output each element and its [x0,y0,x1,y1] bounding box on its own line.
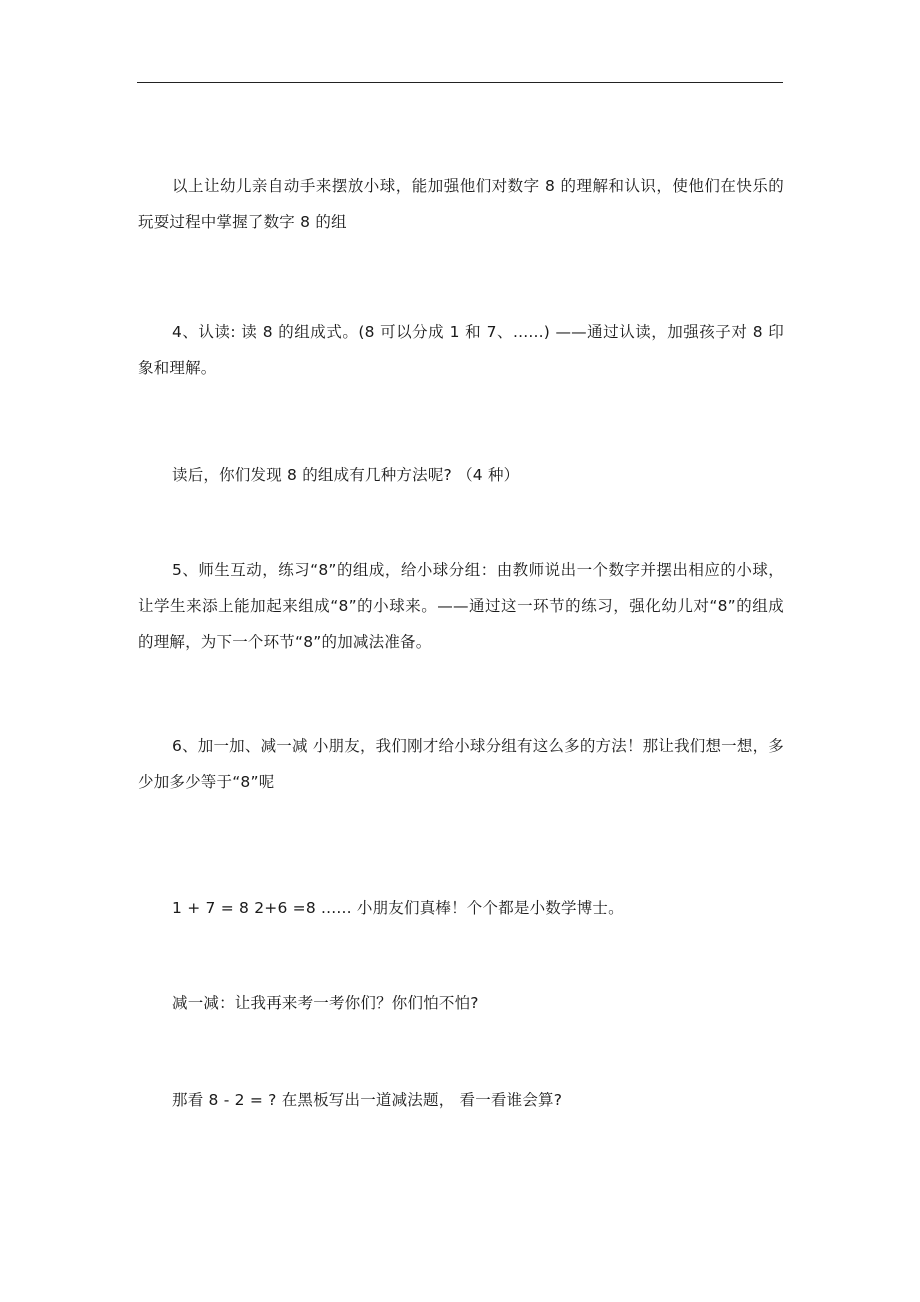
paragraph-after-reading-question: 读后，你们发现 8 的组成有几种方法呢? （4 种） [172,466,520,484]
paragraph-subtraction-problem: 那看 8 - 2 = ? 在黑板写出一道减法题， 看一看谁会算? [172,1091,563,1109]
paragraph-addition-examples: 1 + 7 = 8 2+6 =8 ...... 小朋友们真棒！个个都是小数学博士。 [172,899,624,917]
paragraph-step-4-reading: 4、认读: 读 8 的组成式。(8 可以分成 1 和 7、......) ——通过认读，加强孩子对 8 印象和理解。 [138,323,784,377]
paragraph-subtraction-intro: 减一减：让我再来考一考你们？你们怕不怕? [172,994,479,1012]
header-rule [137,82,783,83]
paragraph-step-5-interaction: 5、师生互动，练习“8”的组成，给小球分组：由教师说出一个数字并摆出相应的小球，让学生来添上能加起来组成“8”的小球来。——通过这一环节的练习，强化幼儿对“8”的组成的理解，为下一个环节“8”的加减法准备。 [138,561,784,651]
paragraph-ball-placement: 以上让幼儿亲自动手来摆放小球，能加强他们对数字 8 的理解和认识，使他们在快乐的玩耍过程中掌握了数字 8 的组 [138,177,784,231]
paragraph-step-6-add-subtract: 6、加一加、减一减 小朋友，我们刚才给小球分组有这么多的方法！那让我们想一想，多少加多少等于“8”呢 [138,737,784,791]
